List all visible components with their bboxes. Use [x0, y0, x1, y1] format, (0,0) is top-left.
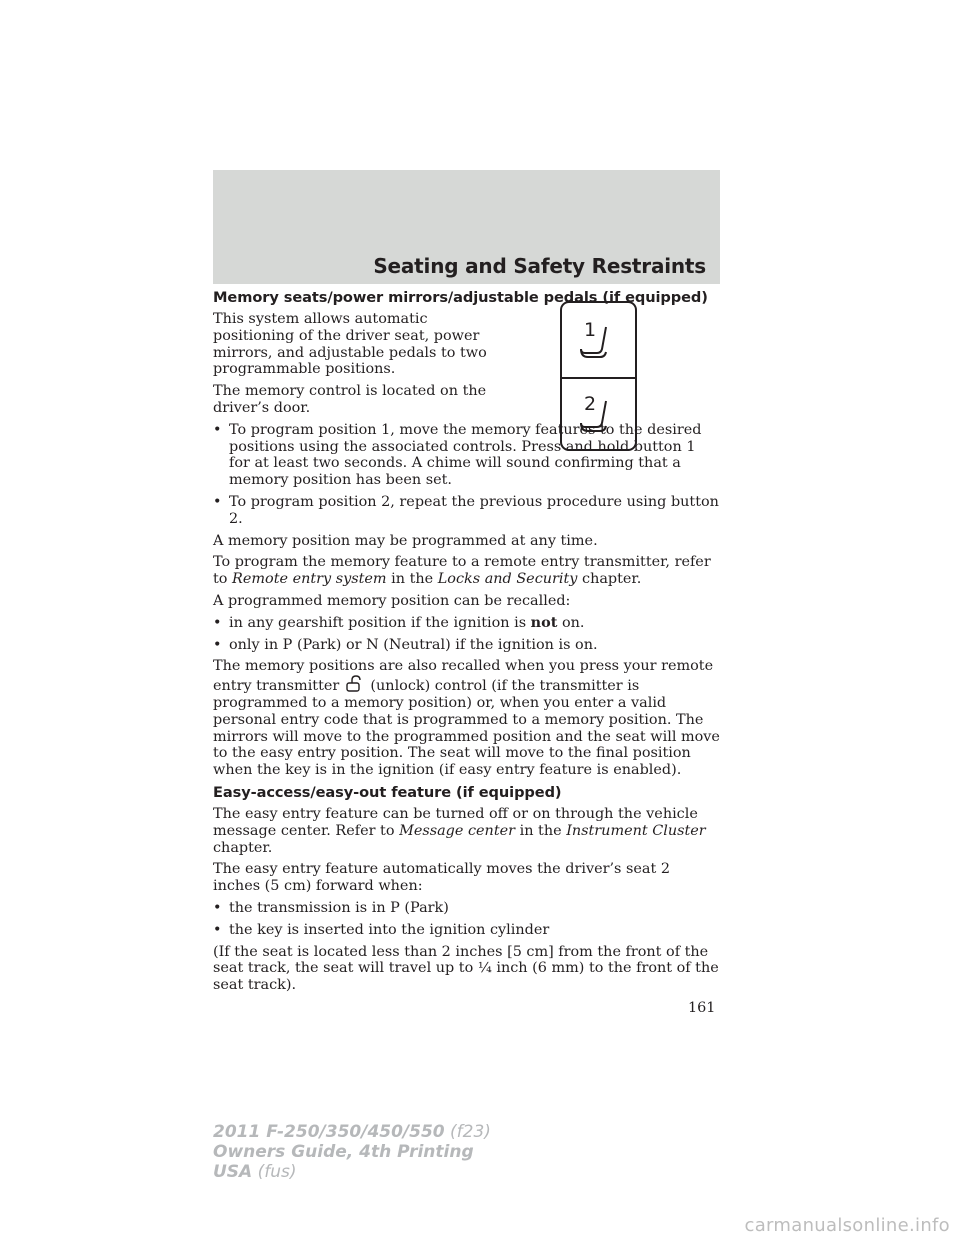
- easy-para1-suffix: chapter.: [213, 839, 273, 856]
- footer-market-code: (fus): [252, 1162, 297, 1182]
- bullet-dot: •: [213, 899, 222, 916]
- bullet-dot: •: [213, 636, 222, 653]
- footer-model: 2011 F-250/350/450/550: [213, 1122, 445, 1142]
- locks-security-ref: Locks and Security: [437, 571, 578, 588]
- bullet-dot: •: [213, 614, 222, 631]
- memory-any-time: A memory position may be programmed at any time.: [213, 532, 598, 549]
- recall-bullet-1-before: in any gearshift position if the ignition is: [229, 614, 531, 631]
- remote-transmitter-paragraph: [213, 554, 720, 588]
- program-bullet-2: [213, 494, 720, 528]
- easy-bullet-2-text: the key is inserted into the ignition cylinder: [229, 921, 550, 938]
- easy-access-note: (If the seat is located less than 2 inches [5 cm] from the front of the seat track, the seat will travel up to ¼ inch (6 mm) to the front of the seat track).: [213, 943, 719, 994]
- recall-intro: A programmed memory position can be recalled:: [213, 592, 571, 609]
- recall-paragraph: [213, 658, 720, 779]
- recall-bullet-1-bold: not: [530, 613, 558, 631]
- section-header-band: [213, 170, 720, 284]
- remote-prefix: To program the memory feature to a remote entry transmitter, refer to: [213, 554, 711, 588]
- memory-intro: This system allows automatic positioning of the driver seat, power mirrors, and adjustable pedals to two programmable positions.: [213, 311, 487, 378]
- page-number: 161: [688, 1000, 716, 1016]
- instrument-cluster-ref: Instrument Cluster: [566, 822, 706, 839]
- easy-para1-mid: in the: [515, 822, 567, 839]
- unlock-icon: [344, 675, 366, 693]
- section-title: Seating and Safety Restraints: [373, 254, 706, 278]
- recall-paragraph-part1: The memory positions are also recalled when you press your remote entry transmitter: [213, 658, 714, 695]
- recall-bullet-1-after: on.: [557, 614, 585, 631]
- footer-line-2: Owners Guide, 4th Printing: [213, 1142, 474, 1162]
- memory-button-1-label: 1: [584, 319, 597, 341]
- memory-intro-block: [213, 311, 503, 417]
- easy-para1-prefix: The easy entry feature can be turned off or on through the vehicle message center. Refer to: [213, 805, 698, 839]
- recall-paragraph-part2: (unlock) control (if the transmitter is programmed to a memory position) or, when you enter a valid personal entry code that is programmed to a memory position. The mirrors will move to the programmed position and the seat will move to the easy entry position. The seat will move to the final position when the key is in the ignition (if easy entry feature is enabled).: [213, 678, 720, 779]
- footer-line-3: [213, 1162, 491, 1182]
- bullet-dot: •: [213, 493, 222, 510]
- document-footer: [213, 1122, 491, 1182]
- footer-market: USA: [213, 1162, 253, 1182]
- easy-bullet-1-text: the transmission is in P (Park): [229, 899, 449, 916]
- easy-access-paragraph-2: The easy entry feature automatically moves the driver’s seat 2 inches (5 cm) forward when:: [213, 861, 670, 895]
- bullet-dot: •: [213, 921, 222, 938]
- memory-heading: Memory seats/power mirrors/adjustable pedals (if equipped): [213, 289, 708, 306]
- watermark: carmanualsonline.info: [744, 1215, 950, 1236]
- footer-model-code: (f23): [444, 1122, 491, 1142]
- remote-mid: in the: [386, 571, 438, 588]
- easy-access-heading: Easy-access/easy-out feature (if equipped): [213, 783, 562, 801]
- easy-bullet-1: [213, 900, 720, 917]
- message-center-ref: Message center: [399, 822, 516, 839]
- remote-suffix: chapter.: [577, 571, 642, 588]
- page-content: [213, 289, 720, 999]
- memory-location: The memory control is located on the driver’s door.: [213, 383, 487, 416]
- easy-bullet-2: [213, 922, 720, 939]
- recall-bullet-2: [213, 637, 720, 654]
- recall-bullet-2-text: only in P (Park) or N (Neutral) if the ignition is on.: [229, 636, 598, 653]
- program-bullet-1-text: To program position 1, move the memory features to the desired positions using the associated controls. Press and hold button 1 for at least two seconds. A chime will sound confirming that a memory position has been set.: [229, 421, 702, 489]
- footer-line-1: [213, 1122, 491, 1142]
- remote-entry-system-ref: Remote entry system: [232, 571, 387, 588]
- program-bullet-1: [213, 422, 720, 489]
- program-bullet-2-text: To program position 2, repeat the previous procedure using button 2.: [229, 493, 719, 527]
- recall-bullet-1: [213, 615, 720, 632]
- easy-access-paragraph-1: [213, 806, 720, 856]
- memory-button-2-label: 2: [584, 393, 597, 415]
- bullet-dot: •: [213, 421, 222, 438]
